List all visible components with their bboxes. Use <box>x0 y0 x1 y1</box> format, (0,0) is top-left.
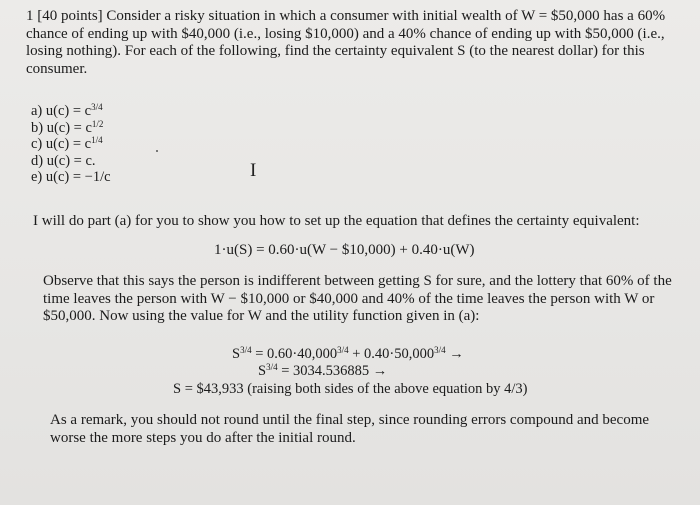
list-item: c) $u(c) = c^{1/4}$ <box>31 135 103 152</box>
equation-step-1: $S^{3/4} = 0.60\cdot 40,000^{3/4} + 0.40\cdot 50,000^{3/4}$ → <box>232 345 464 362</box>
speck <box>156 150 158 152</box>
text-cursor-icon: I <box>250 160 257 181</box>
list-item: e) u(c) = −1/c <box>31 169 111 185</box>
list-item: b) $u(c) = c^{1/2}$ <box>31 118 104 136</box>
equation-step-2: $S^{3/4} = 3034.536885$ → <box>258 362 388 379</box>
list-item: a) $u(c) = c^{3/4}$ <box>31 102 103 119</box>
utility-function-list <box>31 103 111 186</box>
list-item: d) u(c) = c. <box>31 152 96 169</box>
problem-intro: 1 [40 points] Consider a risky situation in which a consumer with initial wealth of W = $50,000 has a 60% chance of ending up with $40,000 (i.e., losing $10,000) and a 40% chance of ending up with $50,000 (i.e., losing nothing). For each of the following, find the certainty equivalent S (to the nearest dollar) for this consumer. <box>26 8 666 77</box>
equation-certainty-equivalent: 1·u(S) = 0.60·u(W − $10,000) + 0.40·u(W) <box>214 242 475 258</box>
equation-result: S = $43,933 (raising both sides of the above equation by 4/3) <box>173 381 528 397</box>
remark-paragraph: As a remark, you should not round until the final step, since rounding errors compound and become worse the more steps you do after the initial round. <box>50 412 650 446</box>
observation-paragraph: Observe that this says the person is indifferent between getting S for sure, and the lottery that 60% of the time leaves the person with W − $10,000 or $40,000 and 40% of the time leaves the person with W or $50,000. Now using the value for W and the utility function given in (a): <box>43 273 672 324</box>
instruction-text: I will do part (a) for you to show you how to set up the equation that defines the certainty equivalent: <box>33 213 640 229</box>
